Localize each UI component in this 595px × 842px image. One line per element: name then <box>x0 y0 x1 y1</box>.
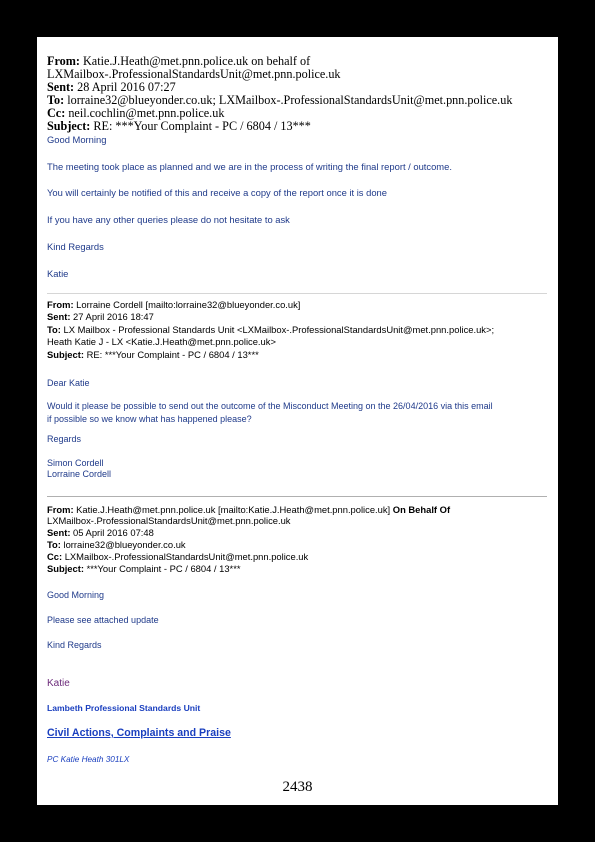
email2-from <box>47 299 300 311</box>
email3-to <box>47 539 186 551</box>
divider <box>47 496 547 497</box>
from-label: From: <box>47 54 80 68</box>
email3-cc <box>47 551 308 563</box>
email2-subject <box>47 349 259 361</box>
email3-sent <box>47 527 154 539</box>
to-label: To: <box>47 324 61 335</box>
sent-value: 27 April 2016 18:47 <box>73 311 154 322</box>
from-label: From: <box>47 299 74 310</box>
from-value: Katie.J.Heath@met.pnn.police.uk on behalf of <box>83 54 311 68</box>
email1-body-line: Kind Regards <box>47 241 104 252</box>
email1-body-line: You will certainly be notified of this and receive a copy of the report once it is done <box>47 187 387 198</box>
email1-body-line: If you have any other queries please do not hesitate to ask <box>47 214 290 225</box>
subject-label: Subject: <box>47 563 84 574</box>
from-value: Lorraine Cordell [mailto:lorraine32@blueyonder.co.uk] <box>76 299 301 310</box>
sent-value: 28 April 2016 07:27 <box>77 80 176 94</box>
email2-body-line: Would it please be possible to send out the outcome of the Misconduct Meeting on the 26/04/2016 via this email <box>47 401 493 411</box>
sent-label: Sent: <box>47 80 75 94</box>
email2-body-line: Regards <box>47 434 82 444</box>
subject-label: Subject: <box>47 349 84 360</box>
subject-value: RE: ***Your Complaint - PC / 6804 / 13*** <box>86 349 259 360</box>
from-value-2: LXMailbox-.ProfessionalStandardsUnit@met.pnn.police.uk <box>47 67 341 81</box>
to-value: lorraine32@blueyonder.co.uk <box>63 539 186 550</box>
email1-body-line: The meeting took place as planned and we are in the process of writing the final report / outcome. <box>47 161 452 172</box>
from-value: Katie.J.Heath@met.pnn.police.uk [mailto:Katie.J.Heath@met.pnn.police.uk] <box>76 504 391 515</box>
to-value-2: Heath Katie J - LX <Katie.J.Heath@met.pnn.police.uk> <box>47 336 276 347</box>
email3-body-line: Kind Regards <box>47 640 102 650</box>
cc-label: Cc: <box>47 106 66 120</box>
from-value-2: LXMailbox-.ProfessionalStandardsUnit@met.pnn.police.uk <box>47 515 291 526</box>
email2-sent <box>47 311 154 323</box>
cc-value: LXMailbox-.ProfessionalStandardsUnit@met.pnn.police.uk <box>64 551 309 562</box>
email2-body-line: Simon Cordell <box>47 458 104 468</box>
to-value: lorraine32@blueyonder.co.uk; LXMailbox-.ProfessionalStandardsUnit@met.pnn.police.uk <box>67 93 513 107</box>
sent-label: Sent: <box>47 311 71 322</box>
document-page <box>37 37 558 805</box>
from-label: From: <box>47 504 74 515</box>
cc-label: Cc: <box>47 551 63 562</box>
sent-value: 05 April 2016 07:48 <box>73 527 154 538</box>
email2-body-line: Dear Katie <box>47 378 90 388</box>
to-value: LX Mailbox - Professional Standards Unit <LXMailbox-.ProfessionalStandardsUnit@met.pnn.police.uk>; <box>63 324 495 335</box>
subject-value: RE: ***Your Complaint - PC / 6804 / 13*** <box>93 119 311 133</box>
email3-body-line: Good Morning <box>47 590 105 600</box>
email2-body-line: if possible so we know what has happened please? <box>47 414 252 424</box>
to-label: To: <box>47 539 61 550</box>
email3-body-line: Please see attached update <box>47 615 159 625</box>
subject-value: ***Your Complaint - PC / 6804 / 13*** <box>86 563 241 574</box>
to-label: To: <box>47 93 65 107</box>
page-number: 2438 <box>282 779 313 795</box>
email2-to <box>47 324 494 336</box>
email2-to-2 <box>47 336 276 348</box>
cc-value: neil.cochlin@met.pnn.police.uk <box>68 106 225 120</box>
email3-subject <box>47 563 241 575</box>
email3-from-2 <box>47 515 291 527</box>
signature-link[interactable]: Civil Actions, Complaints and Praise <box>47 727 231 739</box>
signature-name: Katie <box>47 678 70 689</box>
subject-label: Subject: <box>47 119 91 133</box>
signature-unit: Lambeth Professional Standards Unit <box>47 703 201 713</box>
email2-body-line: Lorraine Cordell <box>47 469 112 479</box>
email1-body-line: Katie <box>47 268 69 279</box>
email1-body-line: Good Morning <box>47 134 107 145</box>
sent-label: Sent: <box>47 527 71 538</box>
signature-title: PC Katie Heath 301LX <box>47 755 130 764</box>
email1-subject <box>47 120 311 134</box>
on-behalf-label: On Behalf Of <box>392 504 451 515</box>
divider <box>47 293 547 294</box>
